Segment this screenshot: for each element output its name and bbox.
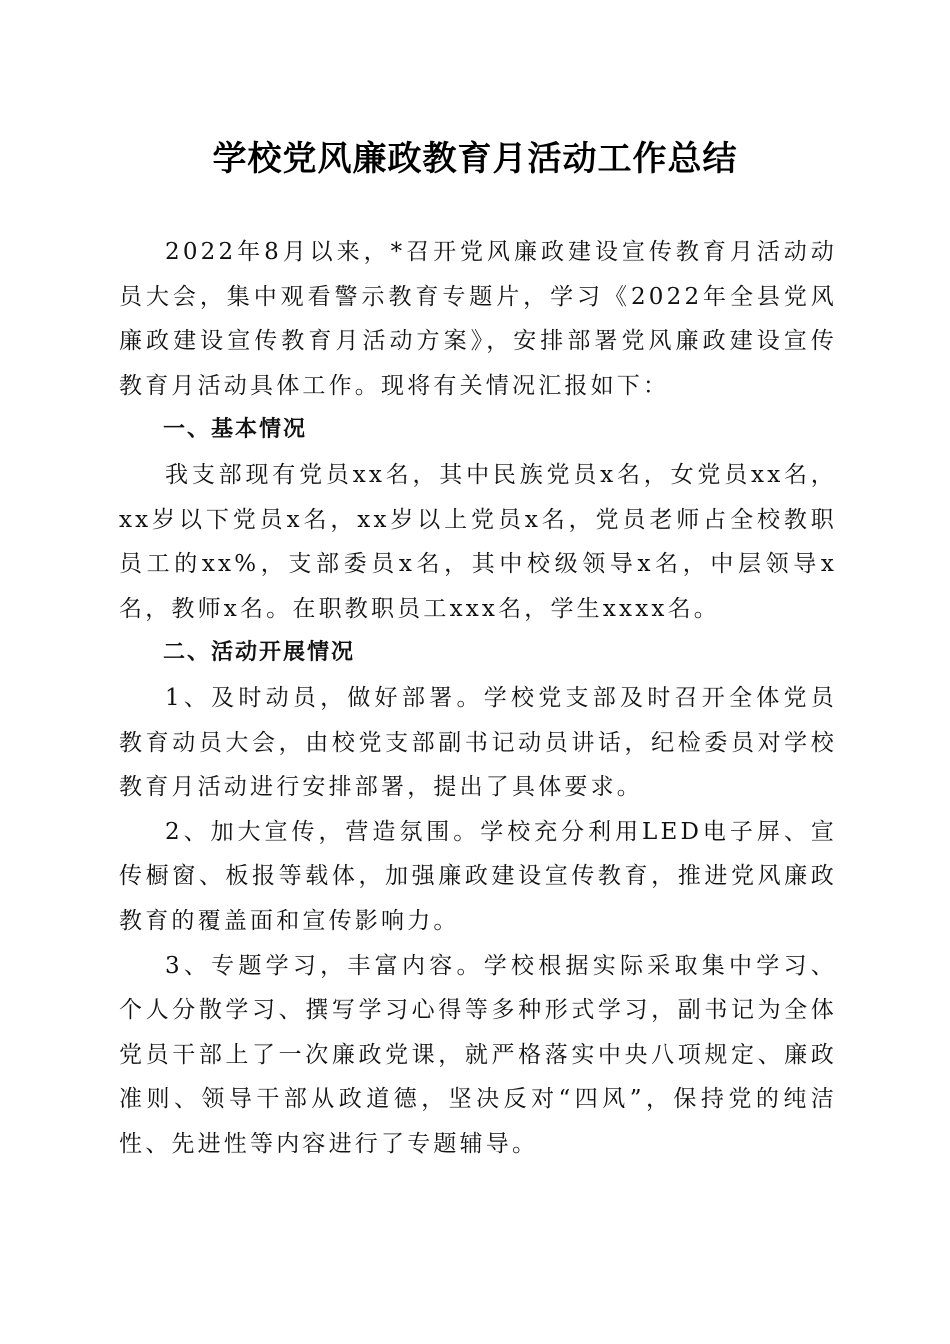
section-heading-basic: 一、基本情况 <box>163 417 308 443</box>
document-body <box>119 230 837 1166</box>
activity-paragraph-1: 1、及时动员，做好部署。学校党支部及时召开全体党员教育动员大会，由校党支部副书记动员讲话，纪检委员对学校教育月活动进行安排部署，提出了具体要求。 <box>119 684 837 801</box>
document-title: 学校党风廉政教育月活动工作总结 <box>212 139 738 179</box>
activity-paragraph-3: 3、专题学习，丰富内容。学校根据实际采取集中学习、个人分散学习、撰写学习心得等多种形式学习，副书记为全体党员干部上了一次廉政党课，就严格落实中央八项规定、廉政准则、领导干部从政道德，坚决反对“四风”，保持党的纯洁性、先进性等内容进行了专题辅导。 <box>119 952 837 1157</box>
activity-paragraph-2: 2、加大宣传，营造氛围。学校充分利用LED电子屏、宣传橱窗、板报等载体，加强廉政建设宣传教育，推进党风廉政教育的覆盖面和宣传影响力。 <box>119 818 837 934</box>
section-heading-activities: 二、活动开展情况 <box>163 640 356 666</box>
intro-paragraph: 2022年8月以来，*召开党风廉政建设宣传教育月活动动员大会，集中观看警示教育专题片，学习《2022年全县党风廉政建设宣传教育月活动方案》，安排部署党风廉政建设宣传教育月活动具体工作。现将有关情况汇报如下： <box>119 239 837 399</box>
basic-info-paragraph: 我支部现有党员xx名，其中民族党员x名，女党员xx名，xx岁以下党员x名，xx岁以上党员x名，党员老师占全校教职员工的xx%，支部委员x名，其中校级领导x名，中层领导x名，教师x名。在职教职员工xxx名，学生xxxx名。 <box>119 461 837 622</box>
